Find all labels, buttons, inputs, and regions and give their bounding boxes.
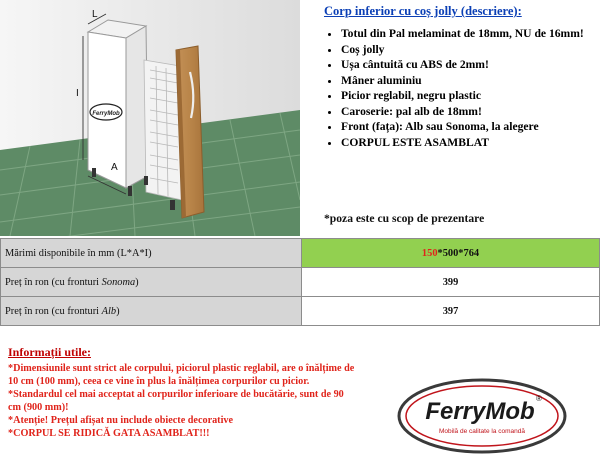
ferrymob-logo (396, 376, 568, 454)
feature-item: • Caroserie: pal alb de 18mm! (341, 104, 600, 120)
feature-item: • Coș jolly (341, 42, 600, 58)
product-image (0, 0, 300, 236)
feature-item: • Front (fața): Alb sau Sonoma, la alegere (341, 119, 600, 135)
table-row (1, 239, 600, 268)
logo-text: FerryMob (425, 398, 535, 425)
spec-table (0, 238, 600, 326)
price-sonoma-value: 399 (302, 268, 600, 297)
feature-item: • CORPUL ESTE ASAMBLAT (341, 135, 600, 151)
size-rest: *500*764 (437, 247, 480, 259)
info-title: Informații utile: (8, 345, 91, 359)
price-sonoma-label: Preț în ron (cu fronturi Sonoma) (1, 268, 302, 297)
leg (92, 168, 96, 177)
info-line: *Atenție! Prețul afișat nu include obiecte decorative (8, 415, 234, 426)
description-title: Corp inferior cu coș jolly (descriere): (324, 4, 522, 18)
table-row (1, 268, 600, 297)
table-row (1, 297, 600, 326)
feature-item: • Ușa cântuită cu ABS de 2mm! (341, 57, 600, 73)
info-line: *Dimensiunile sunt strict ale corpului, piciorul plastic reglabil, are o înălțime de 10 cm (100 mm), ceea ce vine în plus la înălțimea corpurilor cu picior. (8, 363, 355, 387)
description-panel (300, 0, 600, 236)
price-alb-value: 397 (302, 297, 600, 326)
size-value (302, 239, 600, 268)
feature-item: • Totul din Pal melaminat de 18mm, NU de 16mm! (341, 26, 600, 42)
jolly-basket (144, 60, 182, 200)
presentation-note: *poza este cu scop de prezentare (324, 212, 485, 225)
size-label: Mărimi disponibile în mm (L*A*I) (1, 239, 302, 268)
logo-tagline: Mobilă de calitate la comandă (439, 428, 525, 435)
info-line: *CORPUL SE RIDICĂ GATA ASAMBLAT!!! (8, 428, 210, 439)
sticker-text: FerryMob (92, 111, 120, 117)
label-A: A (111, 162, 118, 173)
cabinet-illustration (0, 0, 300, 236)
feature-item: • Picior reglabil, negru plastic (341, 88, 600, 104)
price-alb-label: Preț în ron (cu fronturi Alb) (1, 297, 302, 326)
size-width: 150 (421, 247, 438, 259)
label-L: L (92, 9, 98, 20)
feature-item: • Mâner aluminiu (341, 73, 600, 89)
info-line: *Standardul cel mai acceptat al corpurilor inferioare de bucătărie, sunt de 90 cm (900 mm)! (8, 389, 344, 413)
label-I: I (76, 88, 79, 99)
info-section (8, 345, 358, 440)
logo-reg: ® (536, 394, 542, 403)
feature-list (324, 26, 600, 150)
